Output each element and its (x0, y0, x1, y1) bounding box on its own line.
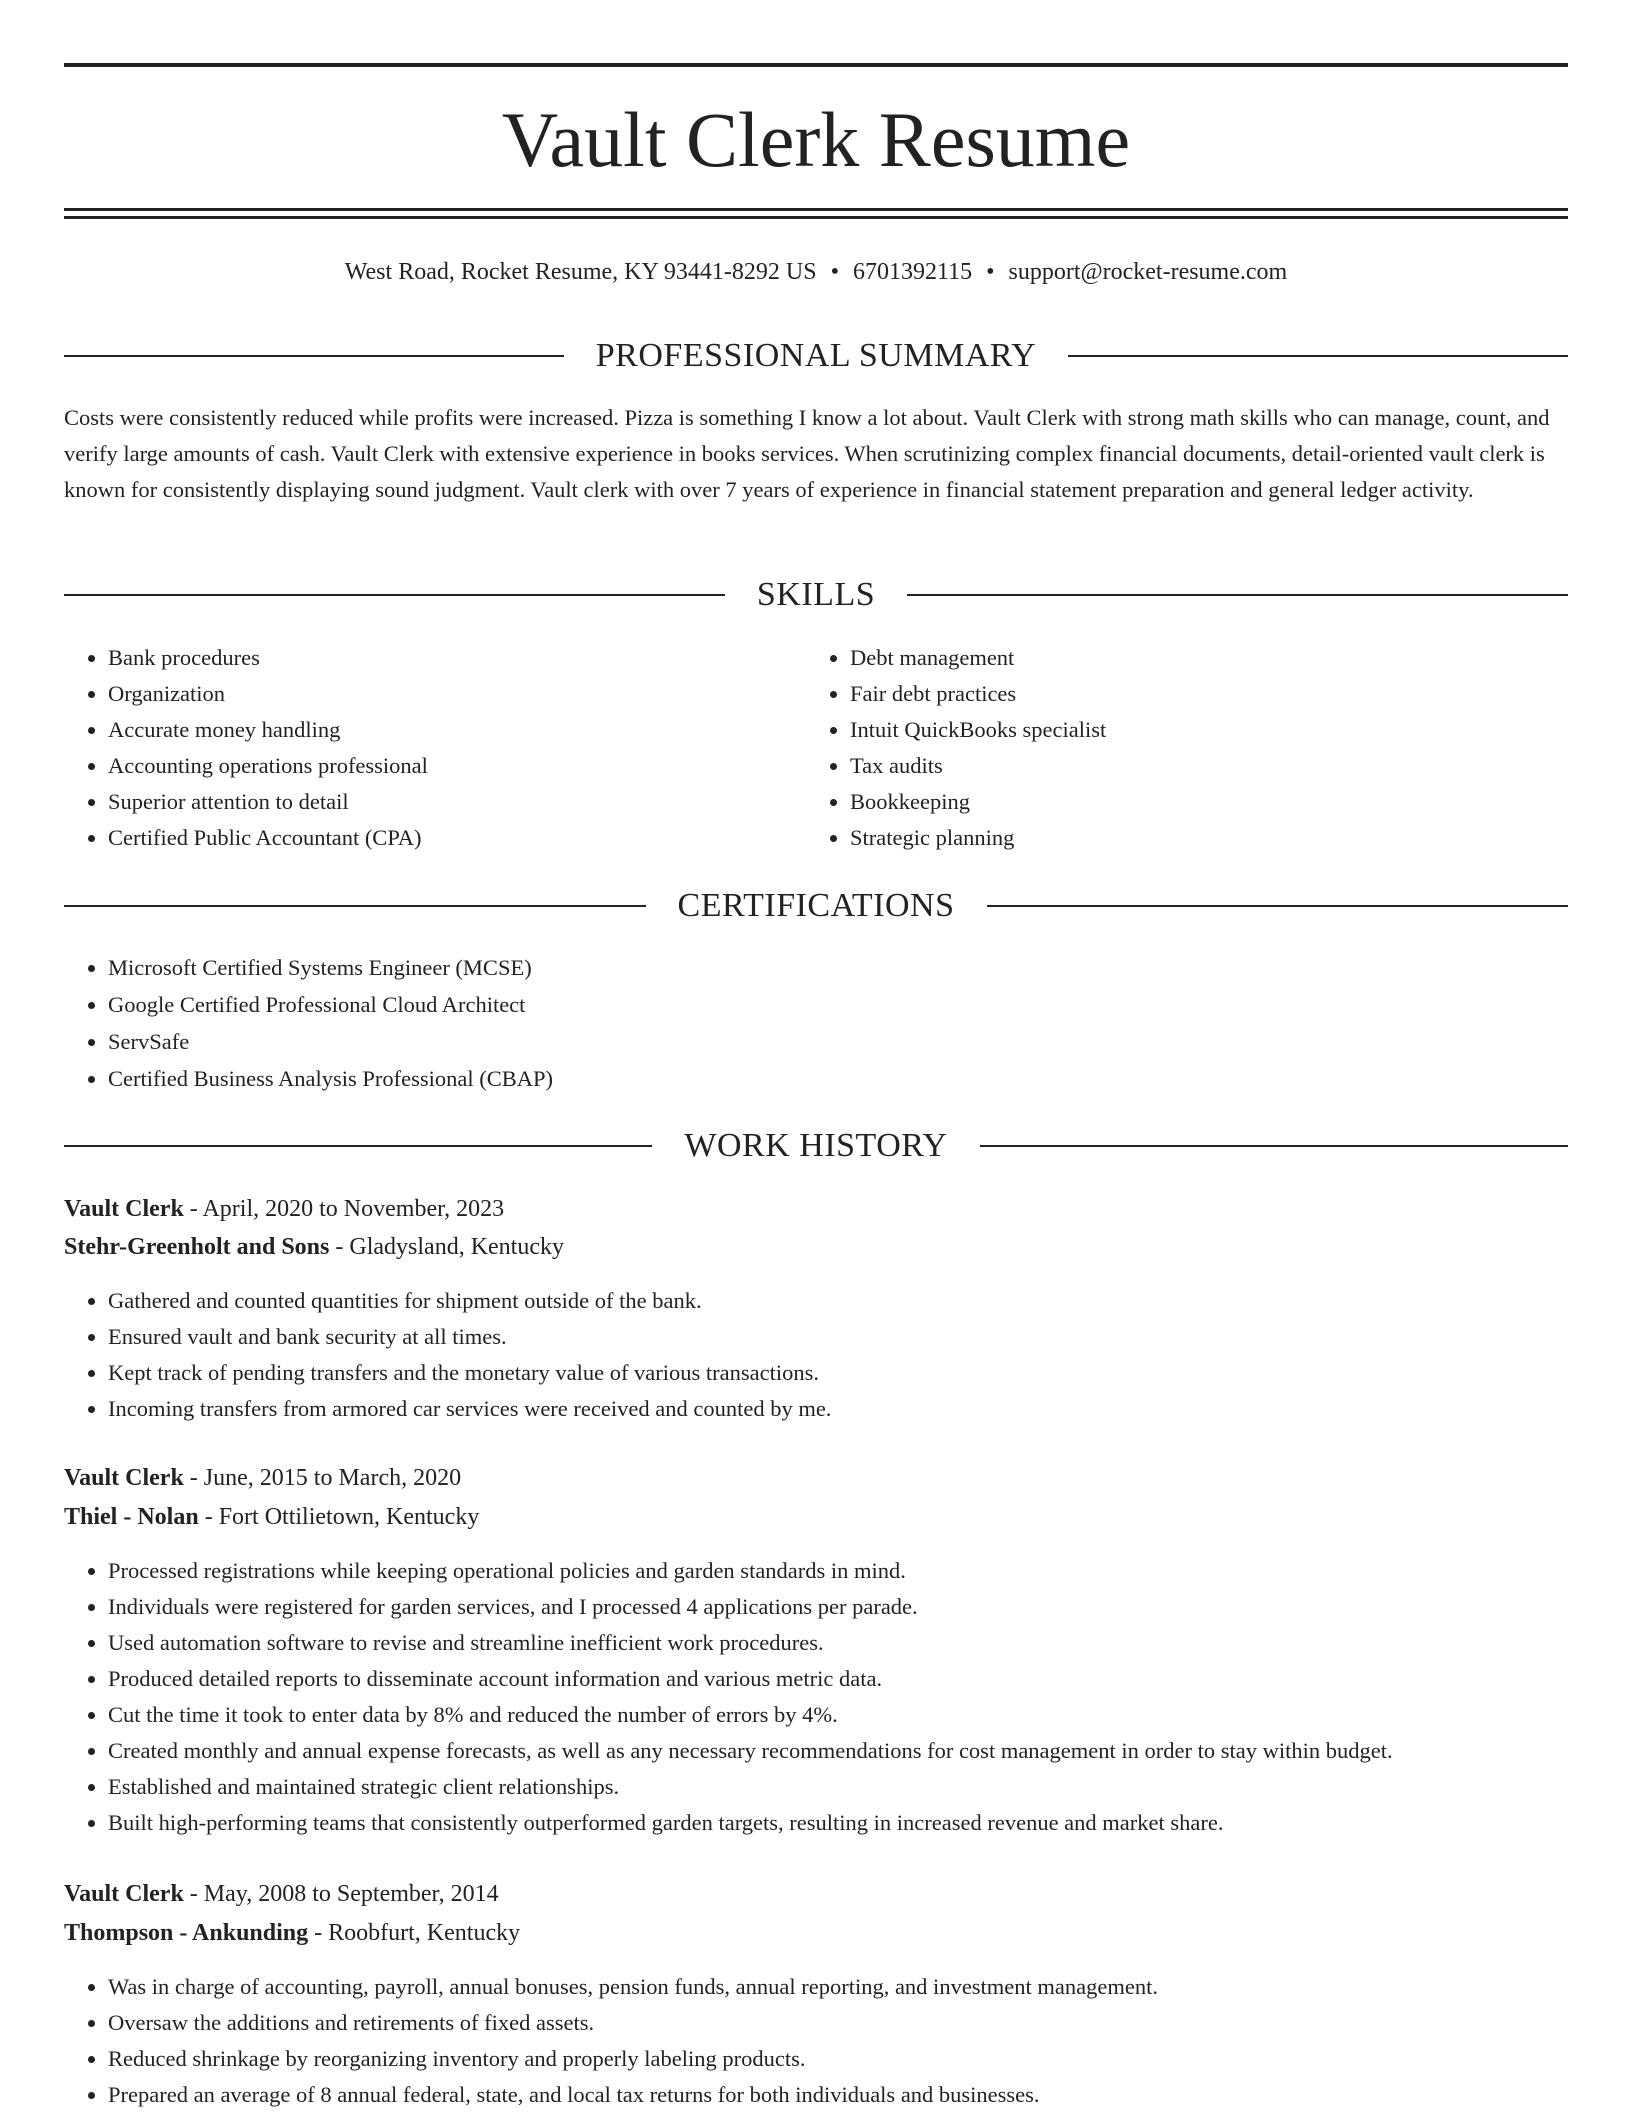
job-dates: April, 2020 to November, 2023 (202, 1196, 505, 1222)
skills-column-left (64, 640, 804, 856)
title-rule-lower (64, 216, 1568, 219)
section-header-certifications (64, 881, 1568, 931)
top-rule (64, 63, 1568, 67)
list-item: • Bookkeeping (850, 784, 1566, 820)
section-title: CERTIFICATIONS (677, 887, 955, 924)
summary-text: Costs were consistently reduced while profits were increased. Pizza is something I know a lot about. Vault Clerk with strong math skills who can manage, count, and verify large amounts of cash. Vault Clerk with extensive experience in books services. When scrutinizing complex financial documents, detail-oriented vault clerk is known for consistently displaying sound judgment. Vault clerk with over 7 years of experience in financial statement preparation and general ledger activity. (64, 405, 1550, 502)
job-company: Stehr-Greenholt and Sons (64, 1234, 330, 1260)
list-item: • Incoming transfers from armored car services were received and counted by me. (108, 1391, 1568, 1427)
job-title: Vault Clerk (64, 1881, 184, 1907)
divider-line (64, 594, 725, 596)
job-duties (64, 1283, 1568, 1427)
job-company-line: Thiel - Nolan - Fort Ottilietown, Kentucky (64, 1504, 480, 1530)
job-duties (64, 1969, 1568, 2113)
job-dates: May, 2008 to September, 2014 (203, 1881, 499, 1907)
list-item: • Microsoft Certified Systems Engineer (MCSE) (108, 950, 1568, 986)
contact-email: support@rocket-resume.com (1008, 259, 1288, 285)
section-header-summary (64, 331, 1568, 381)
contact-separator: • (986, 259, 995, 285)
section-header-work-history (64, 1121, 1568, 1171)
divider-line (64, 905, 646, 907)
job-location: Fort Ottilietown, Kentucky (218, 1504, 480, 1530)
divider-line (64, 355, 564, 357)
job-dates: June, 2015 to March, 2020 (203, 1465, 462, 1491)
job-company-line: Stehr-Greenholt and Sons - Gladysland, Kentucky (64, 1234, 564, 1260)
certifications-list (64, 950, 1568, 1097)
divider-line (1068, 355, 1568, 357)
list-item: • Produced detailed reports to disseminate account information and various metric data. (108, 1661, 1568, 1697)
list-item: • Accurate money handling (108, 712, 804, 748)
job-title: Vault Clerk (64, 1196, 184, 1222)
job-title-line: Vault Clerk - April, 2020 to November, 2023 (64, 1196, 505, 1222)
list-item: • Fair debt practices (850, 676, 1566, 712)
job-location: Gladysland, Kentucky (349, 1234, 564, 1260)
section-title: PROFESSIONAL SUMMARY (595, 337, 1037, 374)
divider-line (64, 1145, 652, 1147)
list-item: • Bank procedures (108, 640, 804, 676)
divider-line (907, 594, 1568, 596)
list-item: • Organization (108, 676, 804, 712)
list-item: • ServSafe (108, 1024, 1568, 1060)
job-duties-list (64, 1969, 1568, 2113)
list-item: • Reduced shrinkage by reorganizing inventory and properly labeling products. (108, 2041, 1568, 2077)
skills-column-right (806, 640, 1566, 856)
contact-separator: • (830, 259, 839, 285)
list-item: • Strategic planning (850, 820, 1566, 856)
list-item: • Accounting operations professional (108, 748, 804, 784)
job-location: Roobfurt, Kentucky (328, 1920, 521, 1946)
skills-list-left (64, 640, 804, 856)
list-item: • Prepared an average of 8 annual federal, state, and local tax returns for both individuals and businesses. (108, 2077, 1568, 2113)
job-title: Vault Clerk (64, 1465, 184, 1491)
divider-line (980, 1145, 1568, 1147)
title-rule-upper (64, 208, 1568, 211)
job-title-line: Vault Clerk - June, 2015 to March, 2020 (64, 1465, 462, 1491)
list-item: • Ensured vault and bank security at all times. (108, 1319, 1568, 1355)
list-item: • Cut the time it took to enter data by 8% and reduced the number of errors by 4%. (108, 1697, 1568, 1733)
resume-title: Vault Clerk Resume (501, 96, 1131, 183)
contact-line (64, 252, 1568, 292)
list-item: • Gathered and counted quantities for shipment outside of the bank. (108, 1283, 1568, 1319)
certifications-block (64, 950, 1568, 1098)
list-item: • Debt management (850, 640, 1566, 676)
job-duties-list (64, 1553, 1568, 1841)
list-item: • Oversaw the additions and retirements of fixed assets. (108, 2005, 1568, 2041)
skills-list-right (806, 640, 1566, 856)
list-item: • Superior attention to detail (108, 784, 804, 820)
section-title: SKILLS (756, 576, 876, 613)
job-company: Thompson - Ankunding (64, 1920, 309, 1946)
job-duties (64, 1553, 1568, 1841)
job-company-line: Thompson - Ankunding - Roobfurt, Kentucky (64, 1920, 521, 1946)
list-item: • Built high-performing teams that consistently outperformed garden targets, resulting in increased revenue and market share. (108, 1805, 1568, 1841)
list-item: • Certified Business Analysis Professional (CBAP) (108, 1061, 1568, 1097)
list-item: • Processed registrations while keeping operational policies and garden standards in mind. (108, 1553, 1568, 1589)
contact-address: West Road, Rocket Resume, KY 93441-8292 US (344, 259, 817, 285)
list-item: • Kept track of pending transfers and the monetary value of various transactions. (108, 1355, 1568, 1391)
job-duties-list (64, 1283, 1568, 1427)
list-item: • Tax audits (850, 748, 1566, 784)
list-item: • Created monthly and annual expense forecasts, as well as any necessary recommendations for cost management in order to stay within budget. (108, 1733, 1568, 1769)
contact-phone: 6701392115 (853, 259, 973, 285)
job-company: Thiel - Nolan (64, 1504, 199, 1530)
list-item: • Certified Public Accountant (CPA) (108, 820, 804, 856)
list-item: • Established and maintained strategic client relationships. (108, 1769, 1568, 1805)
list-item: • Individuals were registered for garden services, and I processed 4 applications per parade. (108, 1589, 1568, 1625)
list-item: • Used automation software to revise and streamline inefficient work procedures. (108, 1625, 1568, 1661)
job-title-line: Vault Clerk - May, 2008 to September, 2014 (64, 1881, 499, 1907)
divider-line (987, 905, 1569, 907)
list-item: • Was in charge of accounting, payroll, annual bonuses, pension funds, annual reporting, and investment management. (108, 1969, 1568, 2005)
list-item: • Google Certified Professional Cloud Architect (108, 987, 1568, 1023)
section-header-skills (64, 570, 1568, 620)
section-title: WORK HISTORY (684, 1127, 948, 1164)
list-item: • Intuit QuickBooks specialist (850, 712, 1566, 748)
